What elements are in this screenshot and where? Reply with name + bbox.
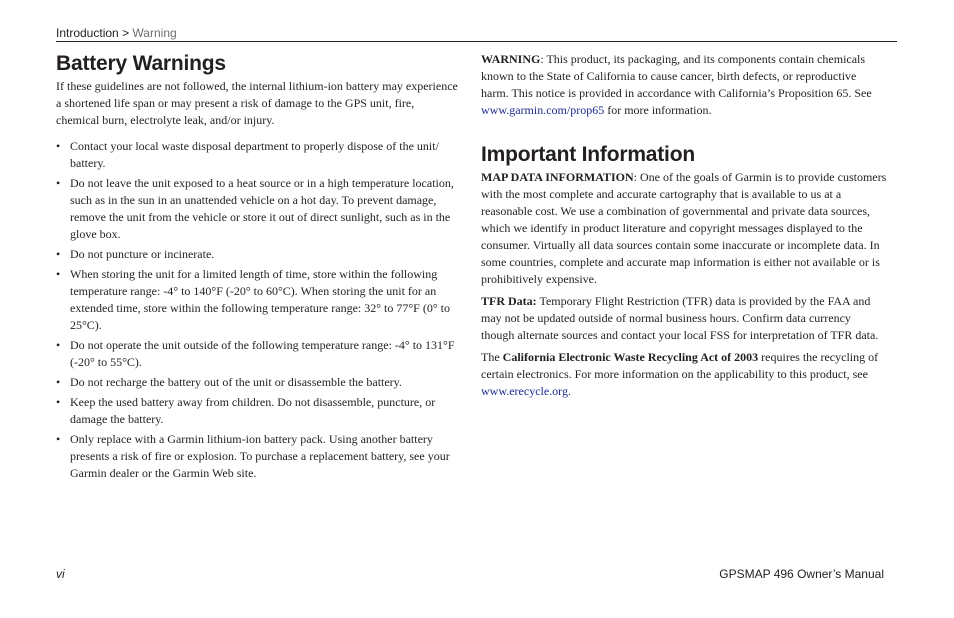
bullet-icon: • — [56, 375, 61, 389]
warning-label: WARNING — [481, 52, 541, 66]
right-column — [481, 51, 887, 405]
list-item — [56, 431, 460, 482]
bullet-icon: • — [56, 338, 61, 352]
bullet-icon: • — [56, 247, 61, 261]
bullet-icon: • — [56, 267, 61, 281]
list-item — [56, 246, 460, 263]
list-item-text: Do not recharge the battery out of the unit or disassemble the battery. — [70, 375, 402, 389]
list-item — [56, 175, 460, 243]
tfr-data-text: Temporary Flight Restriction (TFR) data is provided by the FAA and may not be updated outside of normal business hours. Confirm data currency though alternate sources and contact your local FSS for interpretation of TFR data. — [481, 294, 879, 342]
recycling-act-label: California Electronic Waste Recycling Act of 2003 — [502, 350, 759, 364]
warning-after: for more information. — [604, 103, 712, 117]
bullet-icon: • — [56, 139, 61, 153]
list-item — [56, 266, 460, 334]
list-item-text: Only replace with a Garmin lithium-ion battery pack. Using another battery presents a risk of fire or explosion. To purchase a replacement battery, see your Garmin dealer or the Garmin Web site. — [70, 432, 450, 480]
prop65-link[interactable]: www.garmin.com/prop65 — [481, 103, 605, 117]
erecycle-link[interactable]: www.erecycle.org — [481, 384, 568, 398]
bullet-icon: • — [56, 432, 61, 446]
page-number: vi — [56, 567, 65, 581]
tfr-data-paragraph — [481, 293, 887, 344]
list-item-text: Contact your local waste disposal department to properly dispose of the unit/ battery. — [70, 139, 439, 170]
bullet-icon: • — [56, 395, 61, 409]
manual-title: GPSMAP 496 Owner’s Manual — [719, 567, 884, 581]
breadcrumb-separator: > — [122, 26, 130, 40]
breadcrumb-section[interactable]: Introduction — [56, 26, 119, 40]
left-column — [56, 50, 460, 485]
list-item — [56, 337, 460, 371]
list-item-text: Do not leave the unit exposed to a heat source or in a high temperature location, such as in the sun in an unattended vehicle on a hot day. To prevent damage, remove the unit from the vehicle or store it out of direct sunlight, such as in the glove box. — [70, 176, 454, 241]
recycling-pre: The — [481, 350, 503, 364]
list-item-text: Keep the used battery away from children. Do not disassemble, puncture, or damage the battery. — [70, 395, 436, 426]
battery-bullet-list — [56, 138, 460, 482]
map-data-text: : One of the goals of Garmin is to provide customers with the most complete and accurate cartography that is available to us at a reasonable cost. We use a combination of governmental and private data sources, which we identify in product literature and copyright messages displayed to the consumer. Virtually all data sources contain some inaccurate or incomplete data. In some countries, complete and accurate map information is either not available or is prohibitively expensive. — [481, 170, 887, 286]
list-item — [56, 138, 460, 172]
warning-paragraph — [481, 51, 887, 119]
battery-intro: If these guidelines are not followed, the internal lithium-ion battery may experience a shortened life span or may present a risk of damage to the GPS unit, fire, chemical burn, electrolyte leak, and/or injury. — [56, 79, 458, 127]
map-data-label: MAP DATA INFORMATION — [481, 170, 634, 184]
tfr-data-label: TFR Data: — [481, 294, 537, 308]
list-item-text: Do not operate the unit outside of the following temperature range: -4° to 131°F (-20° to 55°C). — [70, 338, 455, 369]
warning-text: : This product, its packaging, and its components contain chemicals known to the State of California to cause cancer, birth defects, or reproductive harm. This notice is provided in accordance with California’s Proposition 65. See — [481, 52, 872, 100]
recycling-after: . — [567, 384, 571, 398]
list-item-text: Do not puncture or incinerate. — [70, 247, 215, 261]
recycling-paragraph — [481, 349, 887, 400]
important-information-heading: Important Information — [481, 143, 695, 166]
bullet-icon: • — [56, 176, 61, 190]
recycling-text: requires the recycling of certain electronics. For more information on the applicability to this product, see — [481, 350, 879, 381]
breadcrumb-current: Warning — [132, 26, 177, 40]
list-item — [56, 374, 460, 391]
map-data-paragraph — [481, 169, 887, 288]
list-item-text: When storing the unit for a limited length of time, store within the following temperature range: -4° to 140°F (-20° to 60°C). When storing the unit for an extended time, store within the following temperature range: 32° to 77°F (0° to 25°C). — [70, 267, 450, 332]
breadcrumb — [56, 26, 177, 40]
list-item — [56, 394, 460, 428]
battery-warnings-heading: Battery Warnings — [56, 52, 226, 75]
header-rule — [56, 41, 897, 42]
